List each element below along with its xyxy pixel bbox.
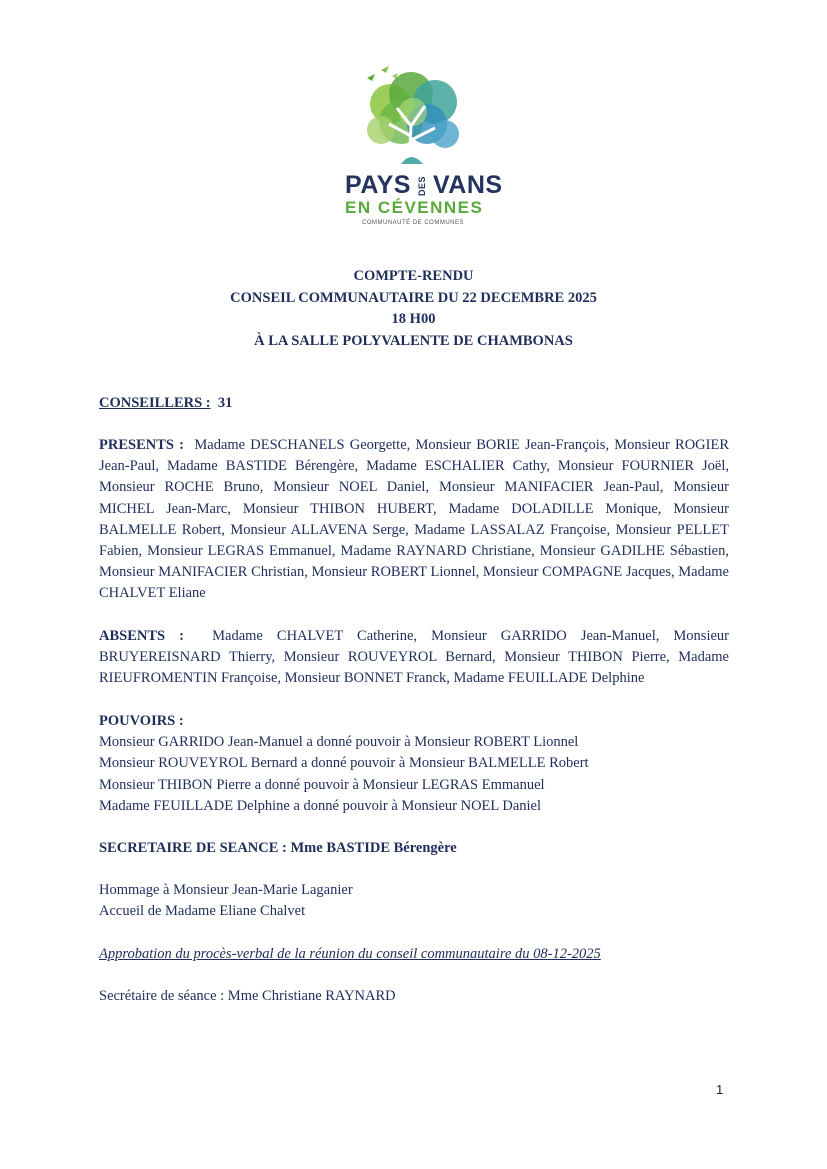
document-heading <box>100 266 727 352</box>
absents-section <box>99 626 729 690</box>
absents-list: Madame CHALVET Catherine, Monsieur GARRIDO Jean-Manuel, Monsieur BRUYEREISNARD Thierry, Monsieur ROUVEYROL Bernard, Monsieur THIBON Pierre, Madame RIEUFROMENTIN Françoise, Monsieur BONNET Franck, Madame FEUILLADE Delphine <box>99 628 729 687</box>
conseillers-count: 31 <box>217 395 233 411</box>
presents-section <box>99 435 729 605</box>
pouvoir-item: Monsieur GARRIDO Jean-Manuel a donné pouvoir à Monsieur ROBERT Lionnel <box>99 734 579 751</box>
heading-line-4: À LA SALLE POLYVALENTE DE CHAMBONAS <box>254 332 573 349</box>
presents-label: PRESENTS : <box>99 437 184 453</box>
pouvoirs-label: POUVOIRS : <box>99 713 184 729</box>
pouvoir-item: Monsieur ROUVEYROL Bernard a donné pouvoir à Monsieur BALMELLE Robert <box>99 755 589 772</box>
logo-pays-text: PAYS <box>345 171 411 199</box>
secretaire-seance-2: Secrétaire de séance : Mme Christiane RAYNARD <box>99 988 396 1004</box>
logo-communaute-text: COMMUNAUTÉ DE COMMUNES <box>362 220 464 226</box>
page-number: 1 <box>716 1082 724 1097</box>
logo <box>345 64 503 229</box>
hommage-accueil-section <box>99 880 729 922</box>
conseillers-label: CONSEILLERS : <box>99 395 211 411</box>
presents-list: Madame DESCHANELS Georgette, Monsieur BORIE Jean-François, Monsieur ROGIER Jean-Paul, Madame BASTIDE Bérengère, Madame ESCHALIER Cathy, Monsieur FOURNIER Joël, Monsieur ROCHE Bruno, Monsieur NOEL Daniel, Monsieur MANIFACIER Jean-Paul, Monsieur MICHEL Jean-Marc, Monsieur THIBON HUBERT, Madame DOLADILLE Monique, Monsieur BALMELLE Robert, Monsieur ALLAVENA Serge, Madame LASSALAZ Françoise, Monsieur PELLET Fabien, Monsieur LEGRAS Emmanuel, Madame RAYNARD Christiane, Monsieur GADILHE Sébastien, Monsieur MANIFACIER Christian, Monsieur ROBERT Lionnel, Monsieur COMPAGNE Jacques, Madame CHALVET Eliane <box>99 437 730 602</box>
accueil-line: Accueil de Madame Eliane Chalvet <box>99 903 306 920</box>
pouvoir-item: Madame FEUILLADE Delphine a donné pouvoir à Monsieur NOEL Daniel <box>99 797 542 814</box>
heading-line-3: 18 H00 <box>391 311 436 327</box>
logo-des-text: DES <box>416 176 427 197</box>
hommage-line: Hommage à Monsieur Jean-Marie Laganier <box>99 882 353 898</box>
tree-logo-icon <box>345 64 481 174</box>
conseillers-section <box>99 393 729 414</box>
heading-line-2: CONSEIL COMMUNAUTAIRE DU 22 DECEMBRE 2025 <box>230 289 597 306</box>
secretaire-seance: SECRETAIRE DE SEANCE : Mme BASTIDE Bérengère <box>99 840 457 856</box>
logo-en-cevennes-text: EN CÉVENNES <box>345 198 484 217</box>
pouvoirs-section <box>99 711 729 817</box>
absents-label: ABSENTS : <box>99 628 184 644</box>
heading-line-1: COMPTE-RENDU <box>353 268 474 284</box>
logo-vans-text: VANS <box>432 171 503 199</box>
approbation-title: Approbation du procès-verbal de la réunion du conseil communautaire du 08-12-2025 <box>99 946 601 962</box>
pouvoir-item: Monsieur THIBON Pierre a donné pouvoir à Monsieur LEGRAS Emmanuel <box>99 776 545 793</box>
